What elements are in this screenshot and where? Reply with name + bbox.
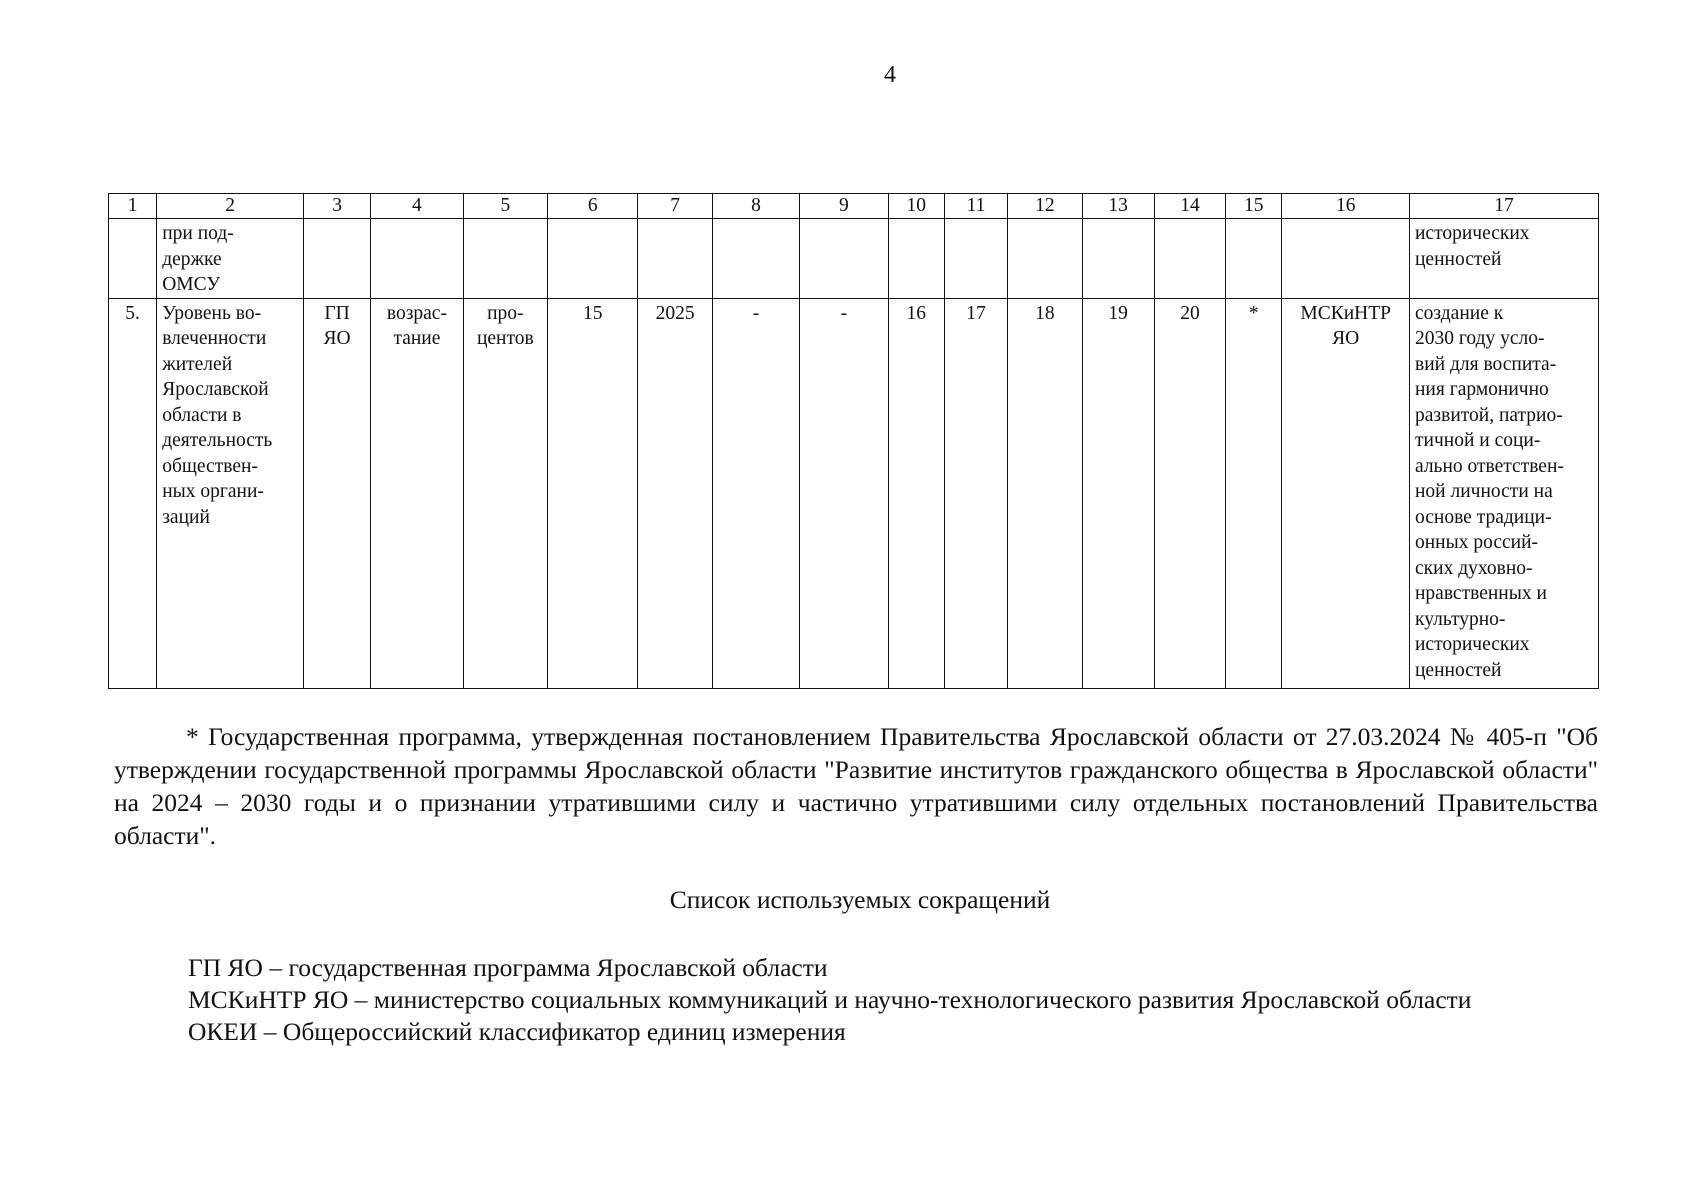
cell-indicator-name-cont: при под- держке ОМСУ xyxy=(157,219,304,299)
cell-col12: 18 xyxy=(1008,298,1082,688)
table-cell xyxy=(944,219,1007,299)
cell-col10: 16 xyxy=(888,298,944,688)
abbreviation-item: МСКиНТР ЯО – министерство социальных коммуникаций и научно-технологического развития Ярославской области xyxy=(188,985,1472,1014)
header-cell: 9 xyxy=(800,194,888,219)
table-cell xyxy=(1226,219,1282,299)
page-number: 4 xyxy=(884,62,896,88)
table-cell xyxy=(888,219,944,299)
table-row xyxy=(109,298,1599,688)
abbreviation-item: ОКЕИ – Общероссийский классификатор единиц измерения xyxy=(188,1017,846,1046)
table-cell xyxy=(1154,219,1225,299)
header-cell: 6 xyxy=(548,194,638,219)
cell-base-year: 2025 xyxy=(638,298,712,688)
cell-indicator-type: ГП ЯО xyxy=(303,298,370,688)
table-cell xyxy=(800,219,888,299)
cell-base-value: 15 xyxy=(548,298,638,688)
cell-responsible: МСКиНТР ЯО xyxy=(1282,298,1410,688)
table-cell xyxy=(1082,219,1154,299)
cell-trend: возрас- тание xyxy=(371,298,463,688)
table-cell xyxy=(303,219,370,299)
table-cell xyxy=(1282,219,1410,299)
header-cell: 15 xyxy=(1226,194,1282,219)
abbreviations-list xyxy=(114,952,1598,1048)
table-cell xyxy=(712,219,799,299)
cell-col15: * xyxy=(1226,298,1282,688)
footnote: * Государственная программа, утвержденная постановлением Правительства Ярославской области от 27.03.2024 № 405-п "Об утверждении государственной программы Ярославской области "Развитие институтов гражданского общества в Ярославской области" на 2024 – 2030 годы и о признании утратившими силу и частично утратившими силу отдельных постановлений Правительства области". xyxy=(114,722,1598,850)
table-cell xyxy=(548,219,638,299)
header-cell: 5 xyxy=(463,194,547,219)
table-header-row xyxy=(109,194,1599,219)
table-cell xyxy=(371,219,463,299)
header-cell: 16 xyxy=(1282,194,1410,219)
cell-row-number: 5. xyxy=(109,298,157,688)
cell-goal-cont: исторических ценностей xyxy=(1410,219,1599,299)
cell-col8: - xyxy=(712,298,799,688)
table-row-continuation xyxy=(109,219,1599,299)
abbreviations-heading: Список используемых сокращений xyxy=(669,885,1051,914)
header-cell: 3 xyxy=(303,194,370,219)
indicators-table xyxy=(108,193,1599,689)
cell-unit: про- центов xyxy=(463,298,547,688)
header-cell: 17 xyxy=(1410,194,1599,219)
header-cell: 8 xyxy=(712,194,799,219)
header-cell: 11 xyxy=(944,194,1007,219)
cell-goal: создание к 2030 году усло- вий для воспита- ния гармонично развитой, патрио- тичной и соци- ально ответствен- ной личности на основе традици- онных россий- ских духовно- нравственных и культурно- исторических ценностей xyxy=(1410,298,1599,688)
abbreviation-item: ГП ЯО – государственная программа Ярославской области xyxy=(188,953,828,982)
header-cell: 7 xyxy=(638,194,712,219)
header-cell: 1 xyxy=(109,194,157,219)
header-cell: 12 xyxy=(1008,194,1082,219)
cell-col14: 20 xyxy=(1154,298,1225,688)
header-cell: 13 xyxy=(1082,194,1154,219)
table-cell xyxy=(463,219,547,299)
header-cell: 14 xyxy=(1154,194,1225,219)
table-cell xyxy=(638,219,712,299)
table-cell xyxy=(1008,219,1082,299)
header-cell: 2 xyxy=(157,194,304,219)
cell-indicator-name: Уровень во- влеченности жителей Ярославской области в деятельность обществен- ных органи- заций xyxy=(157,298,304,688)
cell-col13: 19 xyxy=(1082,298,1154,688)
table-cell xyxy=(109,219,157,299)
header-cell: 4 xyxy=(371,194,463,219)
cell-col11: 17 xyxy=(944,298,1007,688)
header-cell: 10 xyxy=(888,194,944,219)
cell-col9: - xyxy=(800,298,888,688)
